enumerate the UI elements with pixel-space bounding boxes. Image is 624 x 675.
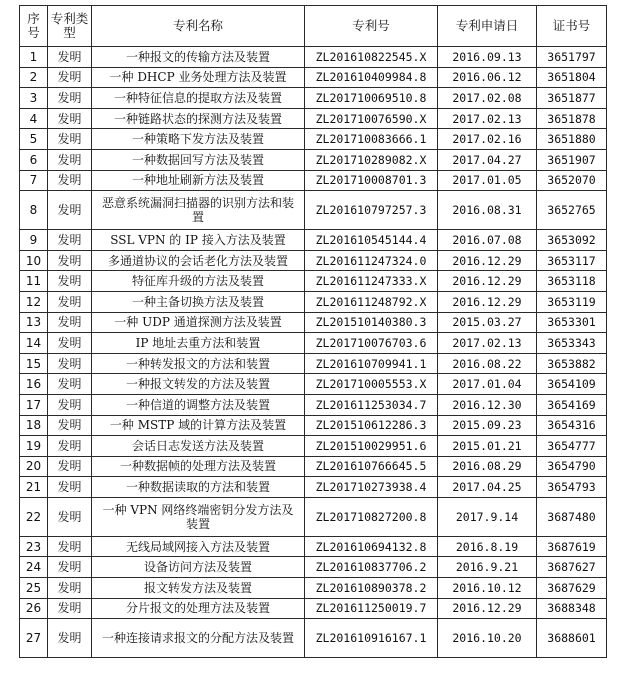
cell-patent-no: ZL201510029951.6 [305,436,438,457]
cell-patent-no: ZL201611247324.0 [305,250,438,271]
cell-index: 9 [20,230,48,251]
cell-index: 6 [20,149,48,170]
cell-cert: 3687629 [537,578,607,599]
table-row [20,415,607,436]
table-row [20,497,607,536]
table-row [20,230,607,251]
cell-name: 报文转发方法及装置 [92,578,305,599]
cell-name: 一种特征信息的提取方法及装置 [92,88,305,109]
cell-date: 2016.09.13 [438,47,537,68]
cell-name: 一种 DHCP 业务处理方法及装置 [92,67,305,88]
table-row [20,291,607,312]
cell-cert: 3688601 [537,619,607,658]
cell-name: 一种报文的传输方法及装置 [92,47,305,68]
cell-name: 特征库升级的方法及装置 [92,271,305,292]
cell-type: 发明 [48,170,92,191]
header-date: 专利申请日 [438,6,537,47]
cell-name: 无线局域网接入方法及装置 [92,536,305,557]
table-row [20,598,607,619]
cell-type: 发明 [48,456,92,477]
cell-cert: 3653343 [537,333,607,354]
header-patent-no: 专利号 [305,6,438,47]
table-row [20,536,607,557]
cell-date: 2016.08.29 [438,456,537,477]
table-row [20,250,607,271]
cell-date: 2016.08.22 [438,353,537,374]
cell-name: 一种数据帧的处理方法及装置 [92,456,305,477]
cell-index: 7 [20,170,48,191]
cell-name: 一种报文转发的方法及装置 [92,374,305,395]
cell-name: 分片报文的处理方法及装置 [92,598,305,619]
cell-index: 3 [20,88,48,109]
cell-patent-no: ZL201610766645.5 [305,456,438,477]
cell-name: 多通道协议的会话老化方法及装置 [92,250,305,271]
cell-patent-no: ZL201710008701.3 [305,170,438,191]
cell-date: 2016.06.12 [438,67,537,88]
cell-date: 2017.9.14 [438,497,537,536]
cell-cert: 3652070 [537,170,607,191]
table-row [20,271,607,292]
cell-date: 2016.8.19 [438,536,537,557]
cell-cert: 3654790 [537,456,607,477]
header-type: 专利类型 [48,6,92,47]
cell-type: 发明 [48,394,92,415]
cell-patent-no: ZL201510612286.3 [305,415,438,436]
table-row [20,353,607,374]
table-row [20,108,607,129]
cell-patent-no: ZL201611247333.X [305,271,438,292]
cell-date: 2017.04.27 [438,149,537,170]
cell-patent-no: ZL201610916167.1 [305,619,438,658]
cell-index: 22 [20,497,48,536]
cell-date: 2016.07.08 [438,230,537,251]
cell-cert: 3651878 [537,108,607,129]
table-row [20,88,607,109]
cell-name: 一种信道的调整方法及装置 [92,394,305,415]
cell-type: 发明 [48,191,92,230]
cell-index: 27 [20,619,48,658]
cell-patent-no: ZL201710005553.X [305,374,438,395]
cell-name: 一种 VPN 网络终端密钥分发方法及装置 [92,497,305,536]
cell-type: 发明 [48,67,92,88]
cell-type: 发明 [48,598,92,619]
table-row [20,436,607,457]
cell-patent-no: ZL201610837706.2 [305,557,438,578]
cell-type: 发明 [48,497,92,536]
cell-date: 2016.9.21 [438,557,537,578]
cell-name: SSL VPN 的 IP 接入方法及装置 [92,230,305,251]
cell-index: 26 [20,598,48,619]
cell-type: 发明 [48,88,92,109]
cell-index: 21 [20,477,48,498]
cell-cert: 3651877 [537,88,607,109]
table-body [20,47,607,658]
cell-date: 2015.01.21 [438,436,537,457]
cell-patent-no: ZL201610890378.2 [305,578,438,599]
cell-patent-no: ZL201710289082.X [305,149,438,170]
cell-cert: 3653119 [537,291,607,312]
cell-cert: 3687627 [537,557,607,578]
cell-patent-no: ZL201611248792.X [305,291,438,312]
cell-index: 23 [20,536,48,557]
cell-index: 4 [20,108,48,129]
cell-index: 15 [20,353,48,374]
table-row [20,557,607,578]
cell-name: 恶意系统漏洞扫描器的识别方法和装置 [92,191,305,230]
table-row [20,619,607,658]
cell-cert: 3651907 [537,149,607,170]
cell-patent-no: ZL201710076703.6 [305,333,438,354]
cell-patent-no: ZL201710273938.4 [305,477,438,498]
cell-type: 发明 [48,477,92,498]
cell-cert: 3654316 [537,415,607,436]
cell-date: 2017.02.13 [438,333,537,354]
cell-patent-no: ZL201610545144.4 [305,230,438,251]
cell-type: 发明 [48,108,92,129]
cell-type: 发明 [48,436,92,457]
cell-date: 2016.12.30 [438,394,537,415]
cell-date: 2017.02.13 [438,108,537,129]
cell-cert: 3653092 [537,230,607,251]
cell-patent-no: ZL201610709941.1 [305,353,438,374]
cell-index: 16 [20,374,48,395]
cell-type: 发明 [48,415,92,436]
cell-date: 2016.12.29 [438,291,537,312]
cell-cert: 3688348 [537,598,607,619]
cell-patent-no: ZL201710083666.1 [305,129,438,150]
cell-cert: 3653882 [537,353,607,374]
cell-index: 25 [20,578,48,599]
cell-cert: 3653118 [537,271,607,292]
cell-name: 一种主备切换方法及装置 [92,291,305,312]
cell-date: 2016.08.31 [438,191,537,230]
table-row [20,312,607,333]
cell-index: 10 [20,250,48,271]
cell-name: 设备访问方法及装置 [92,557,305,578]
cell-index: 20 [20,456,48,477]
cell-patent-no: ZL201610694132.8 [305,536,438,557]
cell-date: 2016.12.29 [438,598,537,619]
cell-patent-no: ZL201610797257.3 [305,191,438,230]
header-index: 序号 [20,6,48,47]
table-row [20,149,607,170]
cell-index: 12 [20,291,48,312]
cell-name: 一种转发报文的方法和装置 [92,353,305,374]
cell-date: 2015.03.27 [438,312,537,333]
cell-index: 14 [20,333,48,354]
table-row [20,67,607,88]
cell-patent-no: ZL201710076590.X [305,108,438,129]
cell-date: 2016.10.12 [438,578,537,599]
cell-type: 发明 [48,291,92,312]
cell-date: 2017.04.25 [438,477,537,498]
cell-index: 11 [20,271,48,292]
table-header-row [20,6,607,47]
table-row [20,129,607,150]
cell-cert: 3651804 [537,67,607,88]
header-name: 专利名称 [92,6,305,47]
cell-type: 发明 [48,374,92,395]
cell-index: 5 [20,129,48,150]
cell-index: 18 [20,415,48,436]
cell-index: 1 [20,47,48,68]
cell-name: 一种地址刷新方法及装置 [92,170,305,191]
cell-patent-no: ZL201710069510.8 [305,88,438,109]
cell-type: 发明 [48,47,92,68]
cell-name: 一种链路状态的探测方法及装置 [92,108,305,129]
cell-name: 一种 MSTP 域的计算方法及装置 [92,415,305,436]
cell-index: 13 [20,312,48,333]
cell-name: 一种连接请求报文的分配方法及装置 [92,619,305,658]
cell-index: 2 [20,67,48,88]
cell-type: 发明 [48,271,92,292]
table-row [20,374,607,395]
cell-name: 一种数据回写方法及装置 [92,149,305,170]
cell-date: 2017.02.08 [438,88,537,109]
cell-index: 17 [20,394,48,415]
cell-date: 2017.02.16 [438,129,537,150]
cell-type: 发明 [48,312,92,333]
cell-type: 发明 [48,536,92,557]
cell-cert: 3654793 [537,477,607,498]
cell-type: 发明 [48,557,92,578]
cell-cert: 3651797 [537,47,607,68]
cell-cert: 3687480 [537,497,607,536]
cell-date: 2016.12.29 [438,271,537,292]
cell-type: 发明 [48,333,92,354]
cell-cert: 3653117 [537,250,607,271]
cell-type: 发明 [48,619,92,658]
table-row [20,191,607,230]
table-row [20,477,607,498]
cell-index: 24 [20,557,48,578]
cell-patent-no: ZL201510140380.3 [305,312,438,333]
table-row [20,170,607,191]
cell-type: 发明 [48,250,92,271]
cell-cert: 3687619 [537,536,607,557]
cell-patent-no: ZL201611253034.7 [305,394,438,415]
cell-patent-no: ZL201611250019.7 [305,598,438,619]
table-row [20,47,607,68]
cell-cert: 3651880 [537,129,607,150]
cell-name: 一种数据读取的方法和装置 [92,477,305,498]
cell-cert: 3652765 [537,191,607,230]
cell-type: 发明 [48,578,92,599]
cell-name: 会话日志发送方法及装置 [92,436,305,457]
patent-table [19,5,607,658]
cell-patent-no: ZL201610409984.8 [305,67,438,88]
cell-cert: 3654169 [537,394,607,415]
cell-cert: 3654109 [537,374,607,395]
cell-type: 发明 [48,353,92,374]
cell-date: 2016.10.20 [438,619,537,658]
header-cert: 证书号 [537,6,607,47]
cell-patent-no: ZL201610822545.X [305,47,438,68]
cell-name: 一种 UDP 通道探测方法及装置 [92,312,305,333]
cell-date: 2015.09.23 [438,415,537,436]
table-row [20,394,607,415]
table-row [20,578,607,599]
cell-name: 一种策略下发方法及装置 [92,129,305,150]
cell-cert: 3653301 [537,312,607,333]
cell-date: 2016.12.29 [438,250,537,271]
cell-date: 2017.01.04 [438,374,537,395]
table-row [20,456,607,477]
cell-cert: 3654777 [537,436,607,457]
cell-date: 2017.01.05 [438,170,537,191]
table-row [20,333,607,354]
cell-index: 8 [20,191,48,230]
cell-type: 发明 [48,129,92,150]
cell-index: 19 [20,436,48,457]
cell-name: IP 地址去重方法和装置 [92,333,305,354]
cell-type: 发明 [48,149,92,170]
cell-patent-no: ZL201710827200.8 [305,497,438,536]
cell-type: 发明 [48,230,92,251]
